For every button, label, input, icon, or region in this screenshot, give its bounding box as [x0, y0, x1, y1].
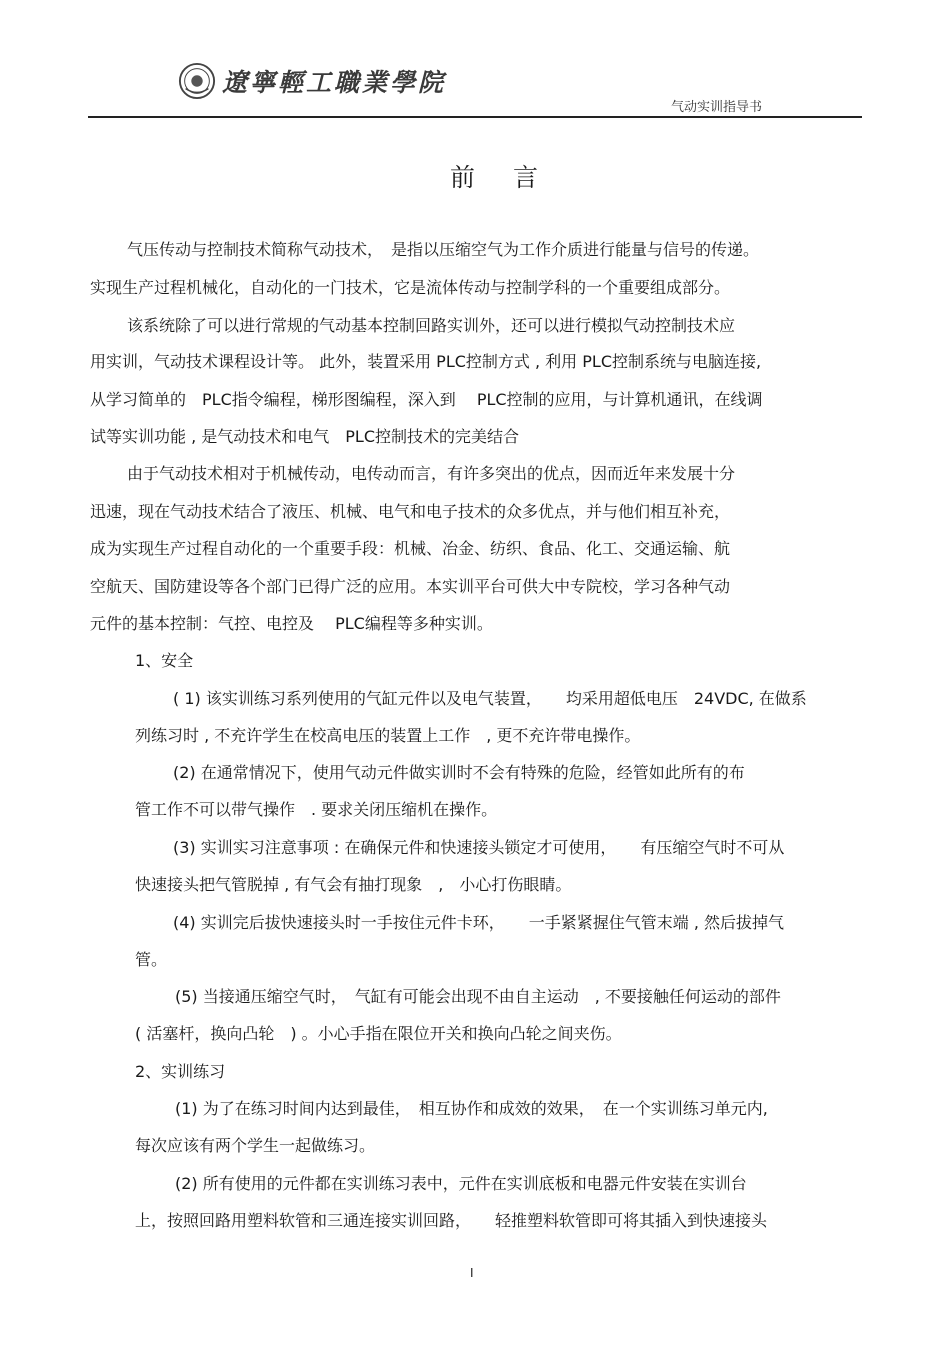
page-title: 前言 — [449, 163, 576, 192]
body-line: (4) 实训完后拔快速接头时一手按住元件卡环， 一手紧紧握住气管末端 , 然后拔掉气 — [173, 913, 785, 932]
body-line: 元件的基本控制：气控、电控及 PLC编程等多种实训。 — [90, 614, 493, 633]
body-line: (2) 所有使用的元件都在实训练习表中，元件在实训底板和电器元件安装在实训台 — [175, 1174, 747, 1193]
body-line: 气压传动与控制技术简称气动技术， 是指以压缩空气为工作介质进行能量与信号的传递。 — [127, 240, 760, 259]
section-heading: 1、安全 — [135, 651, 194, 670]
body-line: 该系统除了可以进行常规的气动基本控制回路实训外，还可以进行模拟气动控制技术应 — [127, 316, 736, 335]
body-line: (2) 在通常情况下，使用气动元件做实训时不会有特殊的危险，经管如此所有的布 — [173, 763, 745, 782]
body-line: 成为实现生产过程自动化的一个重要手段：机械、冶金、纺织、食品、化工、交通运输、航 — [90, 539, 731, 558]
body-line: 迅速，现在气动技术结合了液压、机械、电气和电子技术的众多优点，并与他们相互补充， — [90, 502, 731, 521]
college-logo — [178, 62, 446, 100]
body-line: (5) 当接通压缩空气时， 气缸有可能会出现不由自主运动 , 不要接触任何运动的部件 — [175, 987, 781, 1006]
college-name: 遼寧輕工職業學院 — [222, 68, 447, 97]
section-heading: 2、实训练习 — [135, 1062, 226, 1081]
page-header — [88, 62, 862, 118]
document-title: 气动实训指导书 — [670, 100, 762, 115]
body-line: 上，按照回路用塑料软管和三通连接实训回路， 轻推塑料软管即可将其插入到快速接头 — [135, 1211, 768, 1230]
body-line: 实现生产过程机械化，自动化的一门技术，它是流体传动与控制学科的一个重要组成部分。 — [90, 278, 731, 297]
body-line: 列练习时 , 不充许学生在校高电压的装置上工作 , 更不充许带电操作。 — [135, 726, 641, 745]
header-divider — [88, 116, 862, 118]
page-number: I — [470, 1266, 474, 1280]
body-line: 管工作不可以带气操作 . 要求关闭压缩机在操作。 — [135, 800, 498, 819]
body-line: ( 活塞杆，换向凸轮 ) 。小心手指在限位开关和换向凸轮之间夹伤。 — [135, 1024, 622, 1043]
body-line: 快速接头把气管脱掉 , 有气会有抽打现象 , 小心打伤眼睛。 — [135, 875, 572, 894]
body-line: (3) 实训实习注意事项 : 在确保元件和快速接头锁定才可使用， 有压缩空气时不可从 — [173, 838, 785, 857]
body-line: 管。 — [135, 950, 168, 969]
body-line: 由于气动技术相对于机械传动，电传动而言，有许多突出的优点，因而近年来发展十分 — [127, 464, 736, 483]
body-line: 从学习简单的 PLC指令编程，梯形图编程，深入到 PLC控制的应用，与计算机通讯，在线调 — [90, 390, 763, 409]
body-line: 每次应该有两个学生一起做练习。 — [135, 1136, 376, 1155]
body-line: ( 1) 该实训练习系列使用的气缸元件以及电气装置， 均采用超低电压 24VDC, 在做系 — [173, 689, 807, 708]
body-line: (1) 为了在练习时间内达到最佳， 相互协作和成效的效果， 在一个实训练习单元内, — [175, 1099, 768, 1118]
college-seal-icon — [178, 62, 216, 100]
body-line: 空航天、国防建设等各个部门已得广泛的应用。本实训平台可供大中专院校，学习各种气动 — [90, 577, 731, 596]
body-line: 试等实训功能 , 是气动技术和电气 PLC控制技术的完美结合 — [90, 427, 519, 446]
body-line: 用实训，气动技术课程设计等。 此外，装置采用 PLC控制方式 , 利用 PLC控制系统与电脑连接, — [90, 352, 762, 371]
